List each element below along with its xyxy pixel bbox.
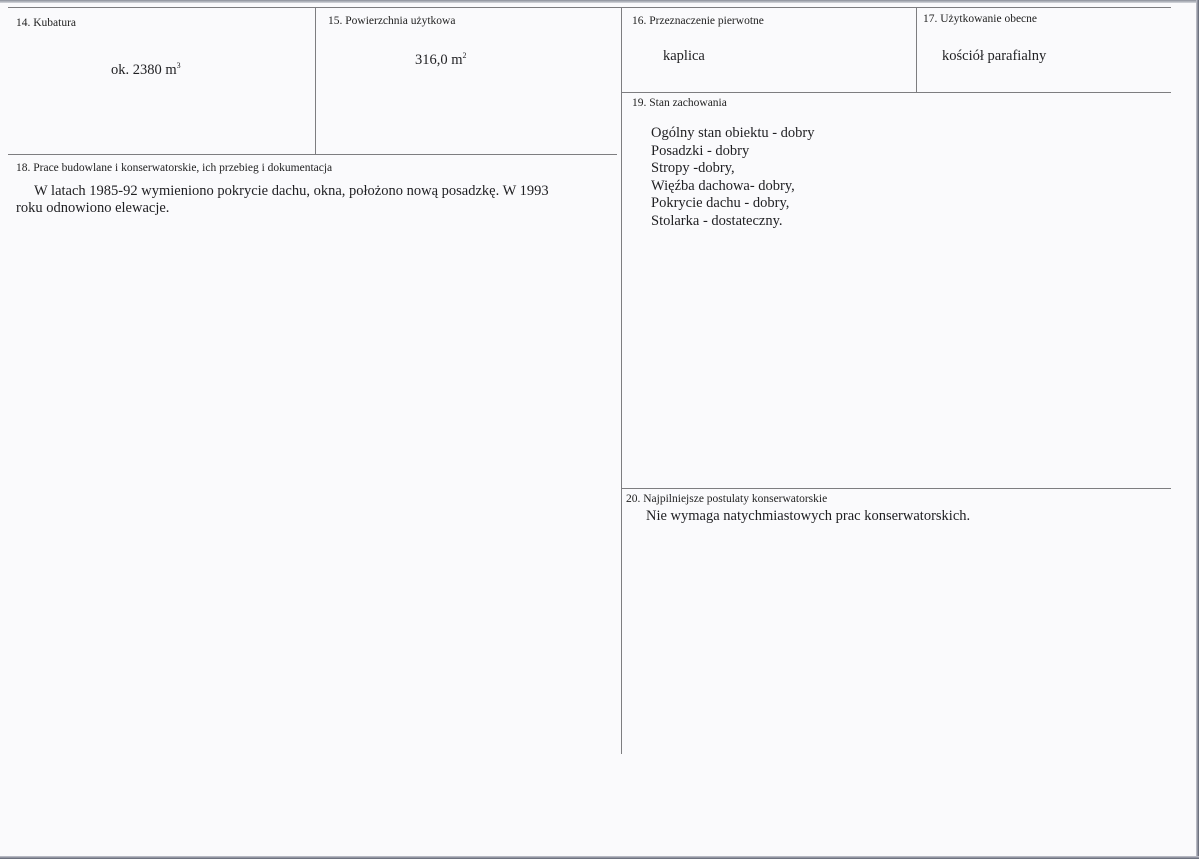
divider-row-18 [8,154,617,155]
stan-item: Stolarka - dostateczny. [651,212,783,229]
stan-label: 19. Stan zachowania [632,97,727,109]
uzytkowanie-label: 17. Użytkowanie obecne [923,13,1038,25]
postulaty-value: Nie wymaga natychmiastowych prac konserwatorskich. [646,508,971,524]
stan-list [651,125,815,230]
divider-row-19 [622,92,1171,93]
top-border-line [8,7,1171,8]
przeznaczenie-label: 16. Przeznaczenie pierwotne [632,15,764,27]
prace-text-line-2: roku odnowiono elewacje. [16,200,170,216]
stan-item: Więźba dachowa- dobry, [651,177,795,194]
stan-item: Posadzki - dobry [651,142,750,159]
kubatura-unit-exponent: 3 [176,61,181,71]
scan-edge-top [0,0,1199,3]
prace-text [16,183,616,217]
kubatura-label: 14. Kubatura [16,17,77,29]
uzytkowanie-value: kościół parafialny [942,48,1047,64]
prace-text-line-1: W latach 1985-92 wymieniono pokrycie dachu, okna, położono nową posadzkę. W 1993 [34,183,549,199]
stan-item: Ogólny stan obiektu - dobry [651,125,815,141]
postulaty-label: 20. Najpilniejsze postulaty konserwatorskie [626,493,828,505]
prace-label: 18. Prace budowlane i konserwatorskie, ich przebieg i dokumentacja [16,162,333,174]
stan-item: Pokrycie dachu - dobry, [651,195,790,211]
stan-item: Stropy -dobry, [651,160,735,176]
przeznaczenie-value: kaplica [663,48,705,64]
powierzchnia-unit-exponent: 2 [462,51,467,61]
powierzchnia-number: 316,0 m [415,52,463,68]
divider-16-17 [916,8,917,92]
powierzchnia-value [415,52,467,69]
powierzchnia-label: 15. Powierzchnia użytkowa [328,15,456,27]
kubatura-value [111,62,181,79]
kubatura-number: ok. 2380 m [111,62,177,78]
divider-row-20 [622,488,1171,489]
divider-14-15 [315,8,316,155]
divider-15-16 [621,8,622,754]
